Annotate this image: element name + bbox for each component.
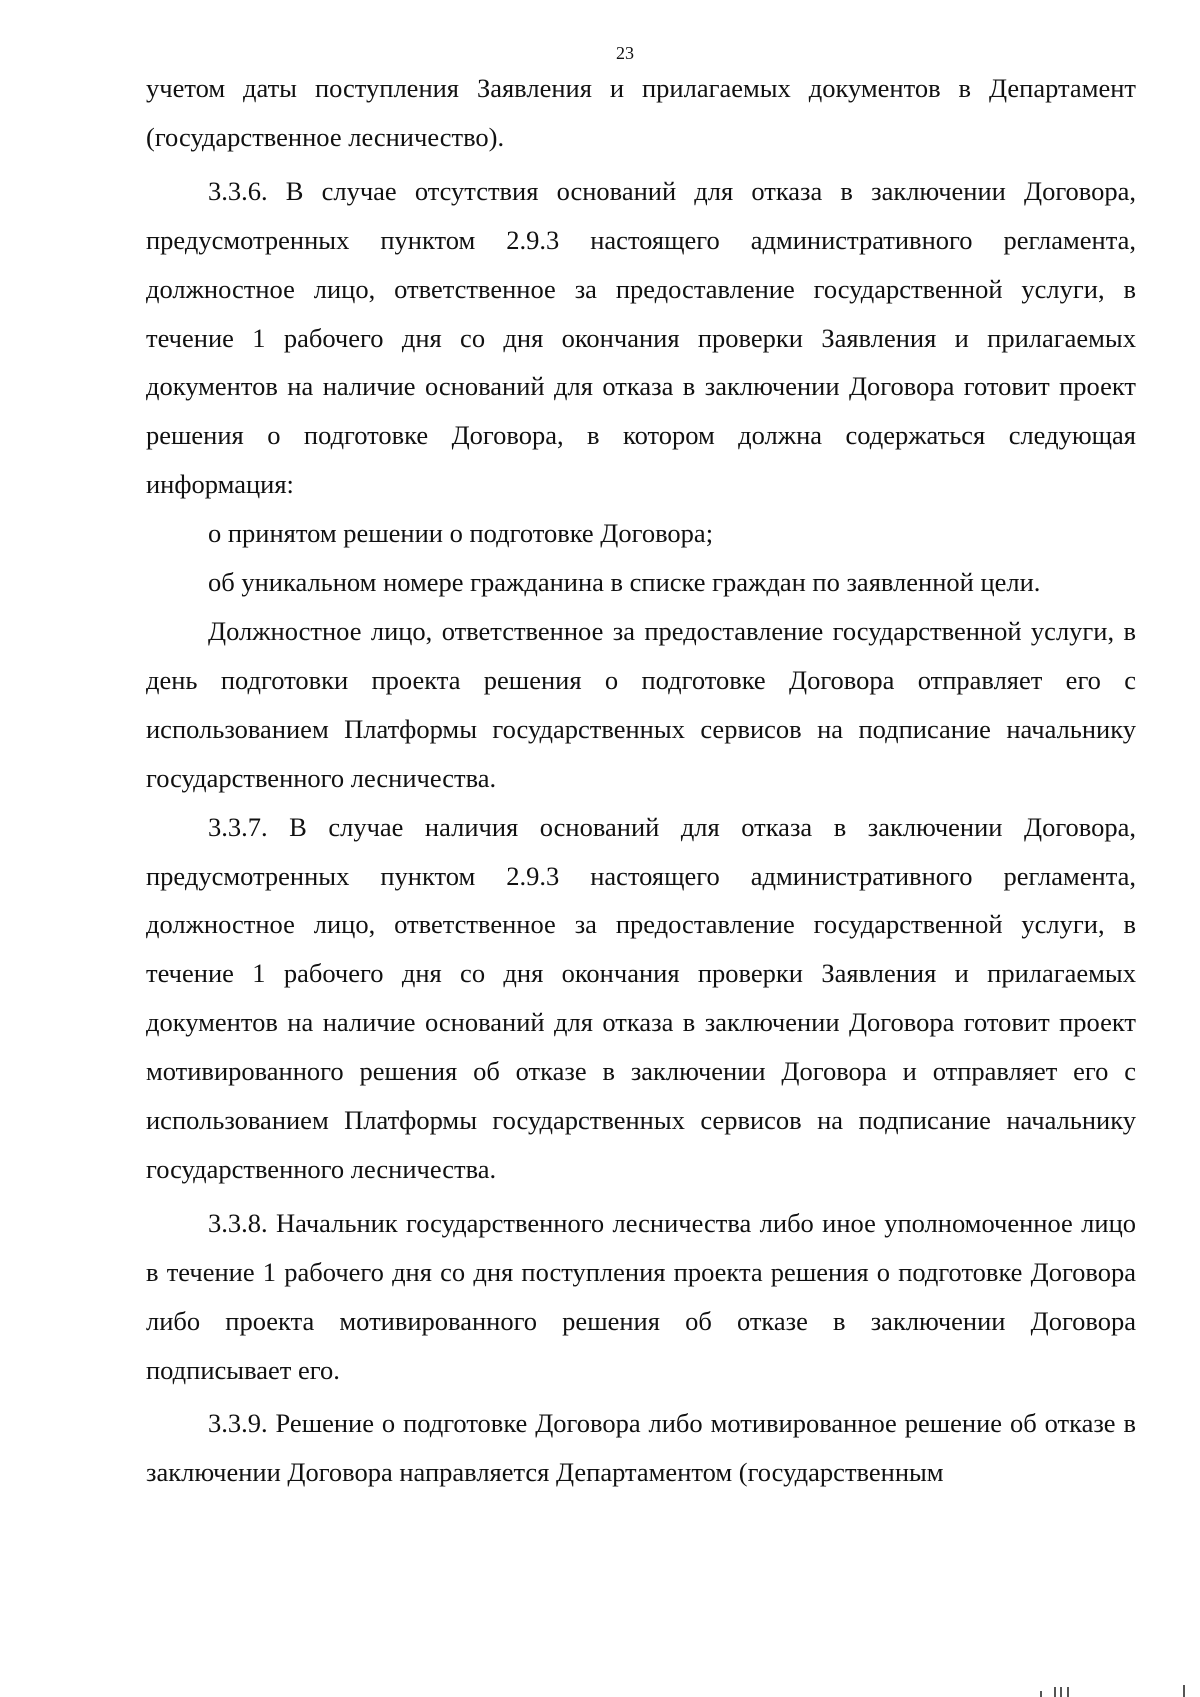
paragraph-list-item-unique-number: об уникальном номере гражданина в списке граждан по заявленной цели. [208,567,1041,598]
page-number: 23 [616,43,634,63]
paragraph-3-3-7: 3.3.7. В случае наличия оснований для отказа в заключении Договора, предусмотренных пунктом 2.9.3 настоящего административного регламента, должностное лицо, ответственное за предоставление государственной услуги, в течение 1 рабочего дня со дня окончания проверки Заявления и прилагаемых документов на наличие оснований для отказа в заключении Договора готовит проект мотивированного решения об отказе в заключении Договора и отправляет его с использованием Платформы государственных сервисов на подписание начальнику государственного лесничества. [146,811,1136,1184]
paragraph-3-3-9: 3.3.9. Решение о подготовке Договора либо мотивированное решение об отказе в заключении Договора направляется Департаментом (государственным [146,1408,1136,1488]
scan-mark [1183,1685,1185,1697]
paragraph-3-3-6: 3.3.6. В случае отсутствия оснований для отказа в заключении Договора, предусмотренных пунктом 2.9.3 настоящего административного регламента, должностное лицо, ответственное за предоставление государственной услуги, в течение 1 рабочего дня со дня окончания проверки Заявления и прилагаемых документов на наличие оснований для отказа в заключении Договора готовит проект решения о подготовке Договора, в котором должна содержаться следующая информация: [146,175,1136,500]
scan-mark [1040,1691,1042,1697]
paragraph-3-3-8: 3.3.8. Начальник государственного лесничества либо иное уполномоченное лицо в течение 1 рабочего дня со дня поступления проекта решения о подготовке Договора либо проекта мотивированного решения об отказе в заключении Договора подписывает его. [146,1207,1136,1385]
paragraph-official-sends-project: Должностное лицо, ответственное за предоставление государственной услуги, в день подготовки проекта решения о подготовке Договора отправляет его с использованием Платформы государственных сервисов на подписание начальнику государственного лесничества. [146,615,1136,793]
paragraph-continuation: учетом даты поступления Заявления и прилагаемых документов в Департамент (государственное лесничество). [146,73,1136,152]
document-body [146,64,1136,1497]
scan-mark [1054,1687,1056,1697]
scan-mark [1060,1687,1062,1697]
scan-edge-marks [1040,1684,1200,1697]
paragraph-list-item-decision: о принятом решении о подготовке Договора; [208,518,714,549]
scan-mark [1067,1687,1069,1697]
